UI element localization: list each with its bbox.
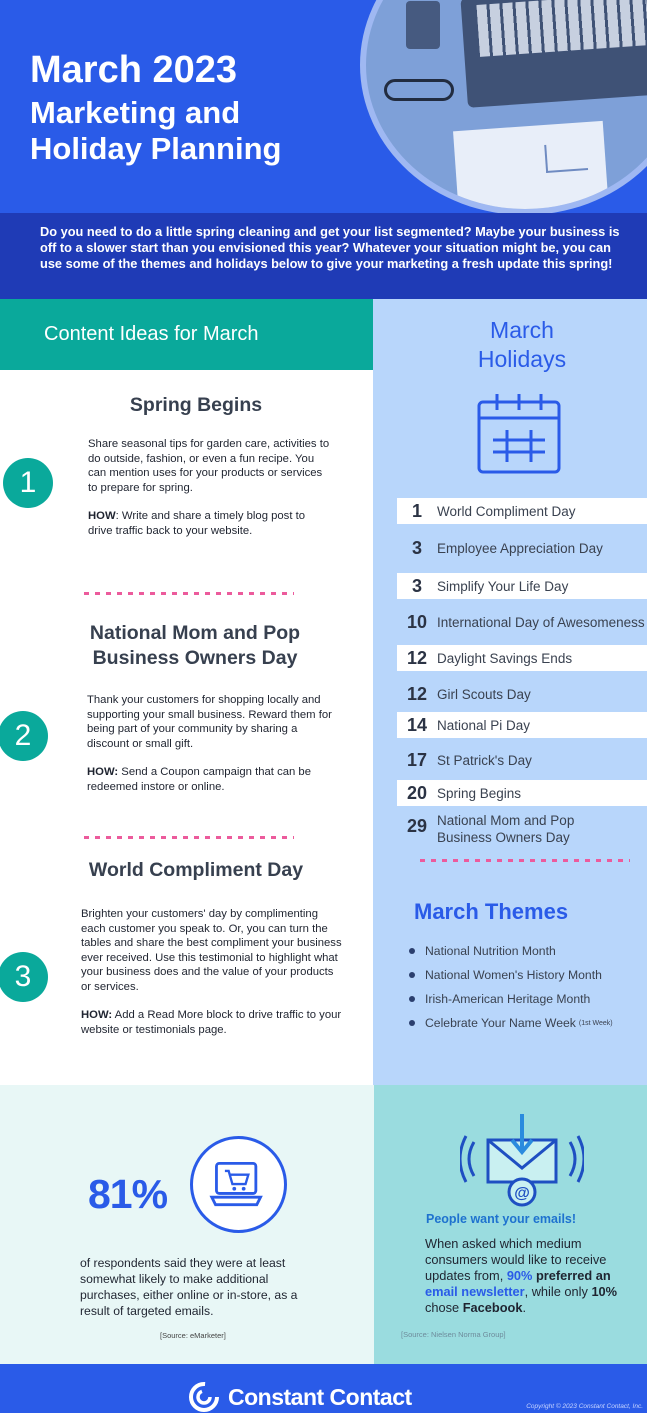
holiday-day: 3 (411, 575, 422, 596)
theme-item (409, 939, 613, 963)
purchase-stat-panel (0, 1085, 374, 1364)
emails-pct-a: 90% (506, 1268, 533, 1283)
holiday-day: 12 (406, 647, 428, 668)
holiday-name: National Pi Day (437, 717, 531, 733)
emails-heading: People want your emails! (426, 1212, 577, 1226)
holiday-name: Simplify Your Life Day (437, 578, 569, 594)
constant-contact-logo-icon (188, 1381, 220, 1413)
stat-source: [Source: eMarketer] (160, 1331, 226, 1340)
footer (0, 1364, 647, 1413)
theme-name: Celebrate Your Name Week (425, 1016, 576, 1030)
idea-1-body (88, 437, 330, 538)
holiday-day: 1 (411, 500, 422, 521)
theme-name: National Nutrition Month (425, 944, 556, 958)
theme-item (409, 963, 613, 987)
emails-text-c: , while only (524, 1284, 592, 1299)
holiday-row (397, 535, 647, 561)
holiday-name: Employee Appreciation Day (437, 540, 603, 556)
idea-3-how-label: HOW: (81, 1009, 113, 1021)
bullet-icon (409, 948, 415, 954)
idea-1-number: 1 (3, 458, 53, 508)
bullet-icon (409, 1020, 415, 1026)
holiday-name: Daylight Savings Ends (437, 650, 573, 666)
holiday-day: 10 (406, 611, 428, 632)
emails-description (425, 1236, 635, 1316)
emails-text-a: When asked which medium consumers would like to receive updates from, (425, 1236, 607, 1283)
idea-3-number: 3 (0, 952, 48, 1002)
calendar-icon (477, 394, 561, 474)
idea-3-body (81, 907, 343, 1037)
intro-band (0, 213, 647, 299)
dotted-divider (84, 592, 294, 595)
holidays-heading-line-2: Holidays (477, 346, 567, 372)
idea-1-title: Spring Begins (129, 394, 263, 416)
idea-2-number: 2 (0, 711, 48, 761)
holidays-heading (373, 316, 647, 374)
email-envelope-icon (460, 1112, 584, 1208)
theme-name: National Women's History Month (425, 968, 602, 982)
title-line-3: Holiday Planning (30, 131, 282, 167)
copyright-text: Copyright © 2023 Constant Contact, Inc. (526, 1403, 643, 1410)
idea-2-text: Thank your customers for shopping locally and supporting your small business. Reward them for being part of your community by sharing a discount or small gift. (87, 694, 332, 750)
holidays-heading-line-1: March (490, 317, 554, 343)
theme-name: Irish-American Heritage Month (425, 992, 591, 1006)
holiday-row (397, 780, 647, 806)
idea-1-text: Share seasonal tips for garden care, activities to do outside, fashion, or even a fun recipe. You can mention uses for your products or services to prepare for spring. (88, 438, 330, 494)
holiday-name: International Day of Awesomeness (437, 614, 645, 630)
idea-3-how-text: Add a Read More block to drive traffic to your website or testimonials page. (81, 1009, 342, 1036)
phone-image (406, 1, 440, 49)
idea-2-body (87, 693, 342, 794)
holiday-day: 20 (406, 782, 428, 803)
title-line-2: Marketing and (30, 94, 241, 130)
holiday-row (397, 609, 647, 635)
holiday-day: 17 (406, 749, 428, 770)
holiday-day: 29 (406, 816, 428, 836)
holiday-day: 14 (406, 714, 428, 735)
holiday-name: Spring Begins (437, 785, 522, 801)
theme-item (409, 1011, 613, 1035)
holiday-row (397, 498, 647, 524)
idea-1-how-label: HOW (88, 510, 116, 522)
intro-text: Do you need to do a little spring cleaning and get your list segmented? Maybe your business is off to a slower start than you envisioned this year? Whatever your situation might be, you can use some of the themes and holidays below to give your marketing a fresh update this spring! (40, 224, 620, 271)
bullet-icon (409, 996, 415, 1002)
holiday-row (397, 747, 647, 773)
holidays-column (373, 299, 647, 1085)
emails-facebook: Facebook (462, 1300, 523, 1315)
idea-3-text: Brighten your customers' day by complimenting each customer you speak to. Or, you can turn the tables and share the best compliment your business ever received. Use this testimonial to highlight what your business does and the value of your products or services. (81, 908, 342, 993)
stat-percentage: 81% (88, 1171, 168, 1217)
themes-list (409, 939, 613, 1035)
holiday-day: 3 (411, 537, 422, 558)
stat-description: of respondents said they were at least somewhat likely to make additional purchases, either online or in-store, as a result of targeted emails. (80, 1256, 298, 1318)
holiday-row (397, 645, 647, 671)
desk-photo (360, 0, 647, 213)
emails-text-d: chose (425, 1300, 463, 1315)
dotted-divider (420, 859, 630, 862)
emails-source: [Source: Nielsen Norma Group] (401, 1330, 506, 1339)
emails-pct-b: 10% (591, 1284, 618, 1299)
idea-2-how-text: Send a Coupon campaign that can be redeemed instore or online. (87, 766, 311, 793)
brand-name: Constant Contact (228, 1383, 412, 1410)
hero-banner (0, 0, 647, 213)
brand-logo[interactable] (188, 1381, 412, 1413)
emails-highlight: email newsletter (425, 1284, 525, 1299)
idea-2-how-label: HOW: (87, 766, 119, 778)
theme-item (409, 987, 613, 1011)
holiday-day: 12 (406, 683, 428, 704)
idea-1-how-text: : Write and share a timely blog post to drive traffic back to your website. (88, 510, 306, 537)
holiday-row (397, 573, 647, 599)
emails-text-e: . (522, 1300, 527, 1315)
holiday-name: St Patrick's Day (437, 752, 532, 768)
holiday-row (397, 812, 597, 852)
dotted-divider (84, 836, 294, 839)
content-ideas-heading: Content Ideas for March (0, 299, 373, 370)
bullet-icon (409, 972, 415, 978)
holiday-name: Girl Scouts Day (437, 686, 531, 702)
idea-3-how (81, 1008, 343, 1037)
glasses-image (384, 79, 454, 101)
themes-heading: March Themes (414, 899, 569, 924)
theme-note: (1st Week) (578, 1019, 613, 1027)
idea-2-how (87, 765, 342, 794)
title-line-1: March 2023 (30, 49, 238, 91)
holiday-name: World Compliment Day (437, 503, 576, 519)
emails-text-b: preferred an (532, 1268, 611, 1283)
holiday-name: National Mom and Pop Business Owners Day (437, 813, 575, 845)
holiday-row (397, 712, 647, 738)
holiday-row (397, 681, 647, 707)
content-ideas-column (0, 299, 373, 1085)
email-stat-panel (374, 1085, 647, 1364)
idea-2-title: National Mom and Pop Business Owners Day (89, 622, 301, 669)
svg-text:@: @ (514, 1185, 530, 1202)
idea-1-how (88, 509, 330, 538)
idea-3-title: World Compliment Day (88, 859, 304, 881)
page-title (30, 48, 281, 168)
laptop-cart-icon (190, 1136, 287, 1233)
paper-chart-image (453, 121, 609, 213)
